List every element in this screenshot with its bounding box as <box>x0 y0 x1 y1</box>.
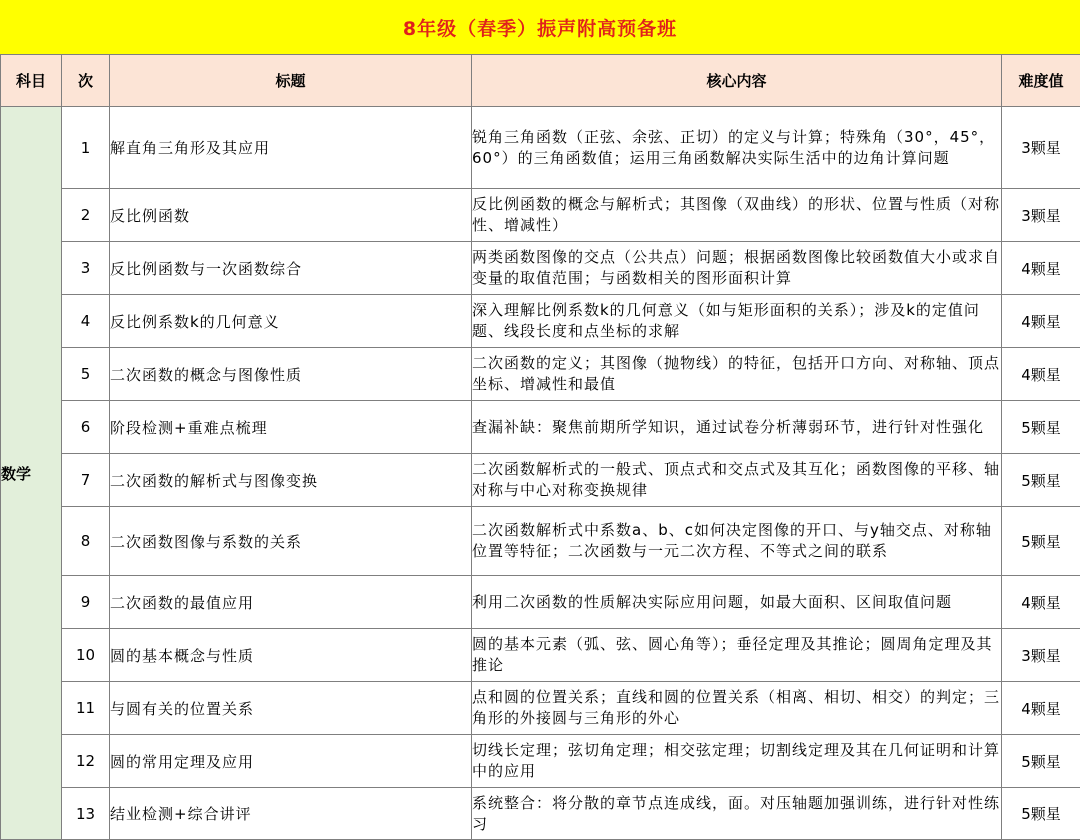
core-content-cell: 圆的基本元素（弧、弦、圆心角等）；垂径定理及其推论；圆周角定理及其推论 <box>472 629 1002 682</box>
difficulty-cell: 3颗星 <box>1002 189 1080 242</box>
topic-cell: 反比例函数 <box>110 189 472 242</box>
topic-cell: 二次函数的最值应用 <box>110 576 472 629</box>
table-body <box>1 107 1080 840</box>
header-session: 次 <box>62 55 110 107</box>
session-number-cell: 13 <box>62 788 110 840</box>
session-number-cell: 2 <box>62 189 110 242</box>
core-content-cell: 两类函数图像的交点（公共点）问题；根据函数图像比较函数值大小或求自变量的取值范围；与函数相关的图形面积计算 <box>472 242 1002 295</box>
session-number-cell: 1 <box>62 107 110 189</box>
difficulty-cell: 4颗星 <box>1002 242 1080 295</box>
session-number-cell: 11 <box>62 682 110 735</box>
topic-cell: 与圆有关的位置关系 <box>110 682 472 735</box>
table-row <box>1 107 1080 189</box>
topic-cell: 结业检测+综合讲评 <box>110 788 472 840</box>
difficulty-cell: 4颗星 <box>1002 295 1080 348</box>
table-row <box>1 242 1080 295</box>
topic-cell: 阶段检测+重难点梳理 <box>110 401 472 454</box>
session-number-cell: 4 <box>62 295 110 348</box>
core-content-cell: 深入理解比例系数k的几何意义（如与矩形面积的关系）；涉及k的定值问题、线段长度和点坐标的求解 <box>472 295 1002 348</box>
sheet-title: 8年级（春季）振声附高预备班 <box>0 0 1080 55</box>
difficulty-cell: 5颗星 <box>1002 735 1080 788</box>
core-content-cell: 查漏补缺：聚焦前期所学知识，通过试卷分析薄弱环节，进行针对性强化 <box>472 401 1002 454</box>
core-content-cell: 二次函数解析式中系数a、b、c如何决定图像的开口、与y轴交点、对称轴位置等特征；二次函数与一元二次方程、不等式之间的联系 <box>472 507 1002 576</box>
difficulty-cell: 4颗星 <box>1002 682 1080 735</box>
difficulty-cell: 5颗星 <box>1002 401 1080 454</box>
table-row <box>1 682 1080 735</box>
session-number-cell: 3 <box>62 242 110 295</box>
core-content-cell: 二次函数的定义；其图像（抛物线）的特征，包括开口方向、对称轴、顶点坐标、增减性和最值 <box>472 348 1002 401</box>
table-row <box>1 295 1080 348</box>
table-row <box>1 507 1080 576</box>
topic-cell: 反比例系数k的几何意义 <box>110 295 472 348</box>
table-row <box>1 629 1080 682</box>
core-content-cell: 切线长定理；弦切角定理；相交弦定理；切割线定理及其在几何证明和计算中的应用 <box>472 735 1002 788</box>
session-number-cell: 9 <box>62 576 110 629</box>
difficulty-cell: 4颗星 <box>1002 348 1080 401</box>
session-number-cell: 5 <box>62 348 110 401</box>
topic-cell: 反比例函数与一次函数综合 <box>110 242 472 295</box>
core-content-cell: 锐角三角函数（正弦、余弦、正切）的定义与计算；特殊角（30°，45°，60°）的三角函数值；运用三角函数解决实际生活中的边角计算问题 <box>472 107 1002 189</box>
table-row <box>1 401 1080 454</box>
topic-cell: 二次函数的概念与图像性质 <box>110 348 472 401</box>
table-row <box>1 454 1080 507</box>
table-row <box>1 576 1080 629</box>
session-number-cell: 12 <box>62 735 110 788</box>
topic-cell: 二次函数图像与系数的关系 <box>110 507 472 576</box>
difficulty-cell: 3颗星 <box>1002 107 1080 189</box>
header-topic: 标题 <box>110 55 472 107</box>
course-table <box>0 54 1080 840</box>
core-content-cell: 利用二次函数的性质解决实际应用问题，如最大面积、区间取值问题 <box>472 576 1002 629</box>
core-content-cell: 二次函数解析式的一般式、顶点式和交点式及其互化；函数图像的平移、轴对称与中心对称变换规律 <box>472 454 1002 507</box>
header-row <box>1 55 1080 107</box>
topic-cell: 圆的常用定理及应用 <box>110 735 472 788</box>
table-row <box>1 788 1080 840</box>
subject-cell: 数学 <box>1 107 62 840</box>
topic-cell: 解直角三角形及其应用 <box>110 107 472 189</box>
header-subject: 科目 <box>1 55 62 107</box>
header-difficulty: 难度值 <box>1002 55 1080 107</box>
difficulty-cell: 4颗星 <box>1002 576 1080 629</box>
difficulty-cell: 5颗星 <box>1002 788 1080 840</box>
difficulty-cell: 5颗星 <box>1002 507 1080 576</box>
core-content-cell: 点和圆的位置关系；直线和圆的位置关系（相离、相切、相交）的判定；三角形的外接圆与三角形的外心 <box>472 682 1002 735</box>
table-row <box>1 348 1080 401</box>
difficulty-cell: 5颗星 <box>1002 454 1080 507</box>
core-content-cell: 反比例函数的概念与解析式；其图像（双曲线）的形状、位置与性质（对称性、增减性） <box>472 189 1002 242</box>
core-content-cell: 系统整合：将分散的章节点连成线，面。对压轴题加强训练，进行针对性练习 <box>472 788 1002 840</box>
topic-cell: 圆的基本概念与性质 <box>110 629 472 682</box>
session-number-cell: 7 <box>62 454 110 507</box>
header-core-content: 核心内容 <box>472 55 1002 107</box>
difficulty-cell: 3颗星 <box>1002 629 1080 682</box>
session-number-cell: 6 <box>62 401 110 454</box>
topic-cell: 二次函数的解析式与图像变换 <box>110 454 472 507</box>
session-number-cell: 8 <box>62 507 110 576</box>
session-number-cell: 10 <box>62 629 110 682</box>
table-row <box>1 189 1080 242</box>
table-row <box>1 735 1080 788</box>
